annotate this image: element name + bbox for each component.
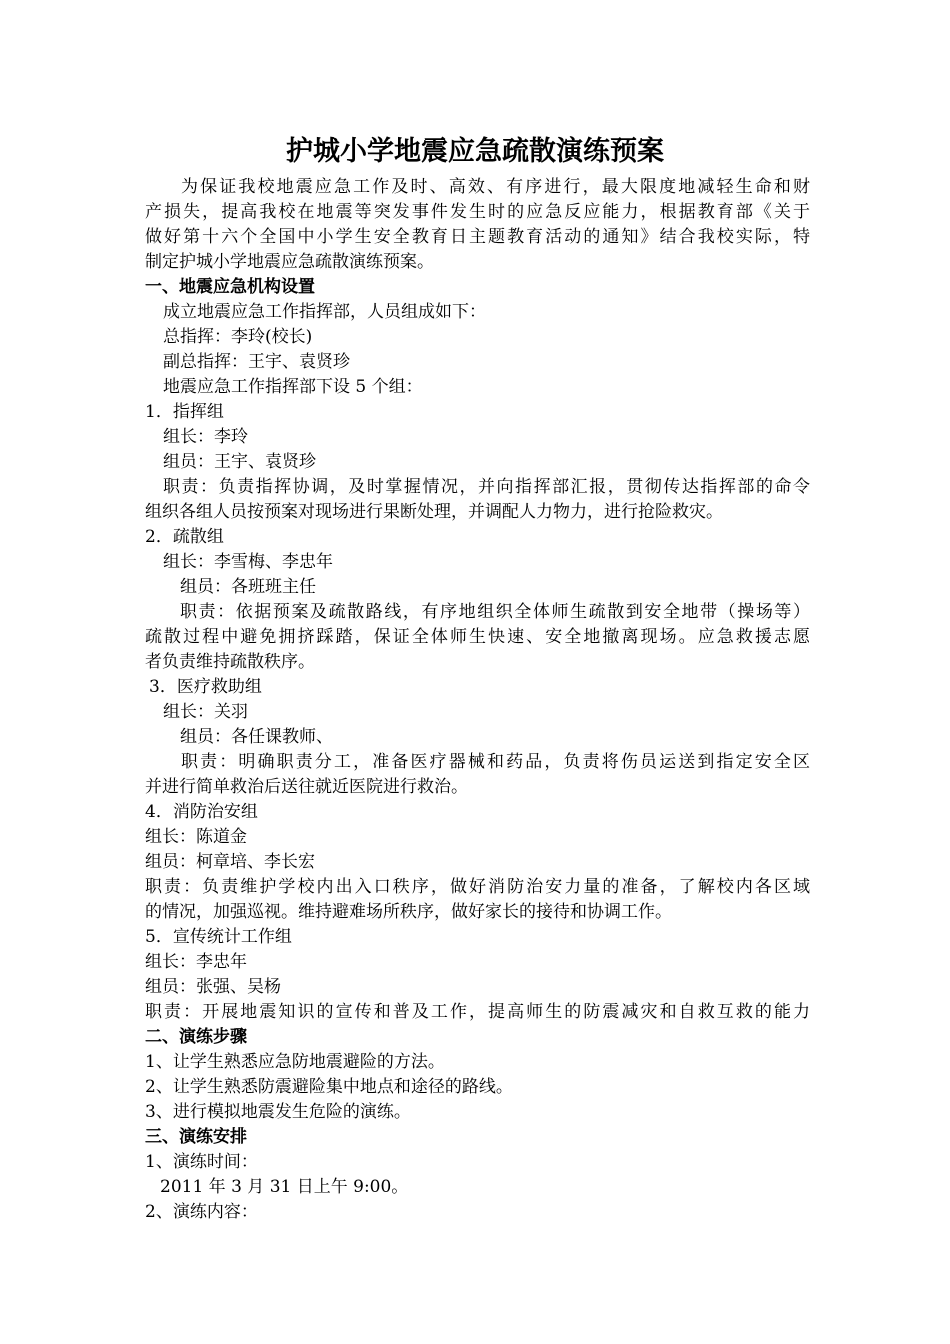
intro-paragraph-line-3: 做好第十六个全国中小学生安全教育日主题教育活动的通知》结合我校实际，特 <box>145 227 810 247</box>
body-line: 成立地震应急工作指挥部，人员组成如下： <box>163 302 486 322</box>
duty-line: 者负责维持疏散秩序。 <box>145 652 315 672</box>
body-line: 组员：王宇、袁贤珍 <box>163 452 316 472</box>
body-line: 组长：李玲 <box>163 427 248 447</box>
intro-paragraph-line-1: 为保证我校地震应急工作及时、高效、有序进行，最大限度地减轻生命和财 <box>181 177 810 197</box>
group-heading-2: 2．疏散组 <box>145 527 224 547</box>
duty-line: 疏散过程中避免拥挤踩踏，保证全体师生快速、安全地撤离现场。应急救援志愿 <box>145 627 810 647</box>
section-heading-2: 二、演练步骤 <box>145 1027 247 1047</box>
body-line: 副总指挥：王宇、袁贤珍 <box>163 352 350 372</box>
list-item: 2、让学生熟悉防震避险集中地点和途径的路线。 <box>145 1077 513 1097</box>
group-heading-3: 3．医疗救助组 <box>149 677 262 697</box>
duty-line: 的情况，加强巡视。维持避难场所秩序，做好家长的接待和协调工作。 <box>145 902 672 922</box>
group-heading-5: 5．宣传统计工作组 <box>145 927 292 947</box>
list-item: 1、让学生熟悉应急防地震避险的方法。 <box>145 1052 445 1072</box>
list-item: 3、进行模拟地震发生危险的演练。 <box>145 1102 411 1122</box>
section-heading-3: 三、演练安排 <box>145 1127 247 1147</box>
group-heading-4: 4．消防治安组 <box>145 802 258 822</box>
group-heading-1: 1．指挥组 <box>145 402 224 422</box>
body-line: 组长：李忠年 <box>145 952 247 972</box>
document-title: 护城小学地震应急疏散演练预案 <box>286 136 664 167</box>
body-line: 总指挥：李玲(校长) <box>163 327 313 347</box>
duty-line: 职责：依据预案及疏散路线，有序地组织全体师生疏散到安全地带（操场等） <box>180 602 810 622</box>
duty-line: 职责：负责指挥协调，及时掌握情况，并向指挥部汇报，贯彻传达指挥部的命令 <box>163 477 810 497</box>
drill-time-value: 2011 年 3 月 31 日上午 9:00。 <box>160 1177 409 1197</box>
body-line: 组员：各任课教师、 <box>180 727 333 747</box>
list-item: 1、演练时间： <box>145 1152 258 1172</box>
duty-line: 职责：明确职责分工，准备医疗器械和药品，负责将伤员运送到指定安全区 <box>181 752 810 772</box>
duty-line: 职责：负责维护学校内出入口秩序，做好消防治安力量的准备，了解校内各区域 <box>145 877 810 897</box>
intro-paragraph-line-2: 产损失，提高我校在地震等突发事件发生时的应急反应能力，根据教育部《关于 <box>145 202 810 222</box>
duty-line: 职责：开展地震知识的宣传和普及工作，提高师生的防震减灾和自救互救的能力 <box>145 1002 810 1022</box>
body-line: 组长：陈道金 <box>145 827 247 847</box>
duty-line: 组织各组人员按预案对现场进行果断处理，并调配人力物力，进行抢险救灾。 <box>145 502 723 522</box>
list-item: 2、演练内容： <box>145 1202 258 1222</box>
section-heading-1: 一、地震应急机构设置 <box>145 277 315 297</box>
duty-line: 并进行简单救治后送往就近医院进行救治。 <box>145 777 468 797</box>
body-line: 组长：关羽 <box>163 702 248 722</box>
body-line: 组长：李雪梅、李忠年 <box>163 552 333 572</box>
body-line: 组员：张强、吴杨 <box>145 977 281 997</box>
body-line: 组员：柯章培、李长宏 <box>145 852 315 872</box>
body-line: 地震应急工作指挥部下设 5 个组： <box>163 377 423 397</box>
body-line: 组员：各班班主任 <box>180 577 316 597</box>
intro-paragraph-line-4: 制定护城小学地震应急疏散演练预案。 <box>145 252 434 272</box>
